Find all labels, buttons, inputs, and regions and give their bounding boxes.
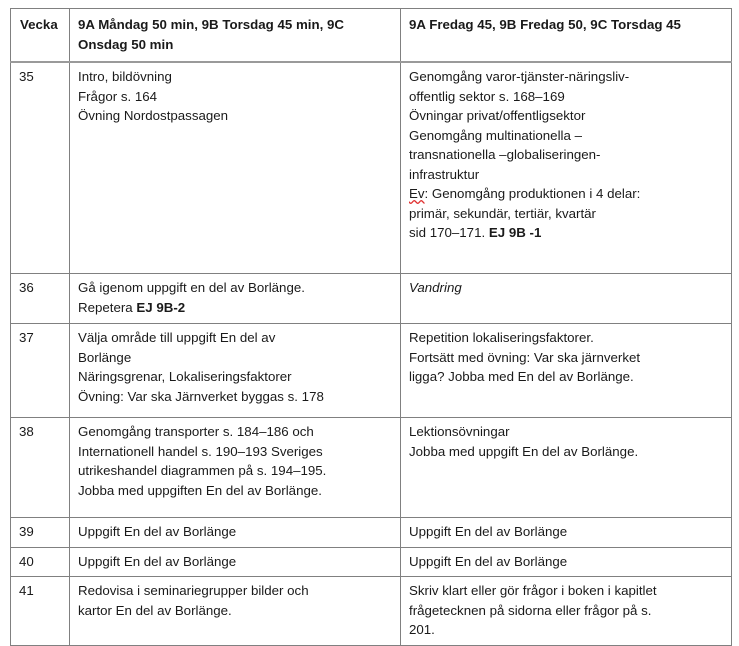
lektion-a-cell	[70, 418, 401, 518]
week-number-cell: 35	[11, 62, 70, 274]
text-line: ligga? Jobba med En del av Borlänge.	[409, 369, 634, 385]
text-line: infrastruktur	[409, 166, 480, 182]
lektion-b-cell	[401, 62, 732, 274]
column-header-lektion-a: 9A Måndag 50 min, 9B Torsdag 45 min, 9C Onsdag 50 min	[70, 9, 401, 63]
text-line: primär, sekundär, tertiär, kvartär	[409, 205, 596, 221]
lektion-a-cell	[70, 62, 401, 274]
text-fragment: : Genomgång produktionen i 4 delar:	[424, 186, 641, 202]
week-number-cell: 36	[11, 274, 70, 324]
text-line: Internationell handel s. 190–193 Sveriges	[78, 443, 323, 459]
text-line: Gå igenom uppgift en del av Borlänge.	[78, 280, 305, 296]
text-line: Övningar privat/offentligsektor	[409, 108, 586, 124]
table-row	[11, 577, 732, 646]
table-header-row	[11, 9, 732, 63]
lektion-b-cell	[401, 547, 732, 577]
table-header	[11, 9, 732, 63]
lektion-a-cell	[70, 577, 401, 646]
text-line: Jobba med uppgift En del av Borlänge.	[409, 443, 639, 459]
lektion-b-cell	[401, 418, 732, 518]
text-line: Lektionsövningar	[409, 424, 510, 440]
text-fragment: sid 170–171.	[409, 225, 489, 241]
emphasis-bold: EJ 9B-2	[136, 299, 186, 315]
text-line: Frågor s. 164	[78, 88, 158, 104]
text-line: Borlänge	[78, 349, 132, 365]
lektion-a-cell	[70, 274, 401, 324]
text-line: Uppgift En del av Borlänge	[409, 553, 568, 569]
text-line: kartor En del av Borlänge.	[78, 602, 232, 618]
table-row	[11, 518, 732, 548]
text-line: Uppgift En del av Borlänge	[78, 553, 237, 569]
text-line: Redovisa i seminariegrupper bilder och	[78, 583, 309, 599]
lektion-b-cell	[401, 518, 732, 548]
text-line: Jobba med uppgiften En del av Borlänge.	[78, 482, 322, 498]
planning-table	[10, 8, 732, 646]
lektion-b-cell	[401, 577, 732, 646]
text-line: Genomgång varor-tjänster-näringsliv-	[409, 69, 630, 85]
text-line: frågetecknen på sidorna eller frågor på s.	[409, 602, 652, 618]
week-number-cell: 37	[11, 324, 70, 418]
week-number-cell: 41	[11, 577, 70, 646]
table-row	[11, 62, 732, 274]
text-line: Fortsätt med övning: Var ska järnverket	[409, 349, 641, 365]
lektion-b-cell	[401, 274, 732, 324]
lektion-b-cell	[401, 324, 732, 418]
week-number-cell: 38	[11, 418, 70, 518]
text-line: Övning Nordostpassagen	[78, 108, 229, 124]
text-line-italic: Vandring	[409, 280, 462, 296]
text-line	[78, 298, 393, 318]
text-line: Övning: Var ska Järnverket byggas s. 178	[78, 388, 324, 404]
text-line: Intro, bildövning	[78, 69, 172, 85]
text-line	[409, 223, 724, 243]
emphasis-bold: EJ 9B -1	[488, 225, 542, 241]
text-fragment: Repetera	[78, 299, 137, 315]
text-line: Uppgift En del av Borlänge	[78, 524, 237, 540]
text-line: Uppgift En del av Borlänge	[409, 524, 568, 540]
text-line: Näringsgrenar, Lokaliseringsfaktorer	[78, 369, 292, 385]
text-line: Genomgång multinationella –	[409, 127, 582, 143]
table-row	[11, 274, 732, 324]
text-line: 201.	[409, 622, 435, 638]
table-row	[11, 324, 732, 418]
table-row	[11, 547, 732, 577]
text-line: Repetition lokaliseringsfaktorer.	[409, 330, 594, 346]
week-number-cell: 40	[11, 547, 70, 577]
week-number-cell: 39	[11, 518, 70, 548]
column-header-lektion-b: 9A Fredag 45, 9B Fredag 50, 9C Torsdag 45	[401, 9, 732, 63]
table-row	[11, 418, 732, 518]
lektion-a-cell	[70, 518, 401, 548]
table-body	[11, 62, 732, 645]
lektion-a-cell	[70, 324, 401, 418]
text-line: Genomgång transporter s. 184–186 och	[78, 424, 314, 440]
text-line: utrikeshandel diagrammen på s. 194–195.	[78, 463, 327, 479]
text-line: Välja område till uppgift En del av	[78, 330, 276, 346]
text-line: offentlig sektor s. 168–169	[409, 88, 565, 104]
text-line: transnationella –globaliseringen-	[409, 147, 601, 163]
text-line: Skriv klart eller gör frågor i boken i kapitlet	[409, 583, 657, 599]
text-line	[409, 184, 724, 204]
spellcheck-word: Ev	[409, 186, 425, 202]
lektion-a-cell	[70, 547, 401, 577]
column-header-vecka: Vecka	[11, 9, 70, 63]
